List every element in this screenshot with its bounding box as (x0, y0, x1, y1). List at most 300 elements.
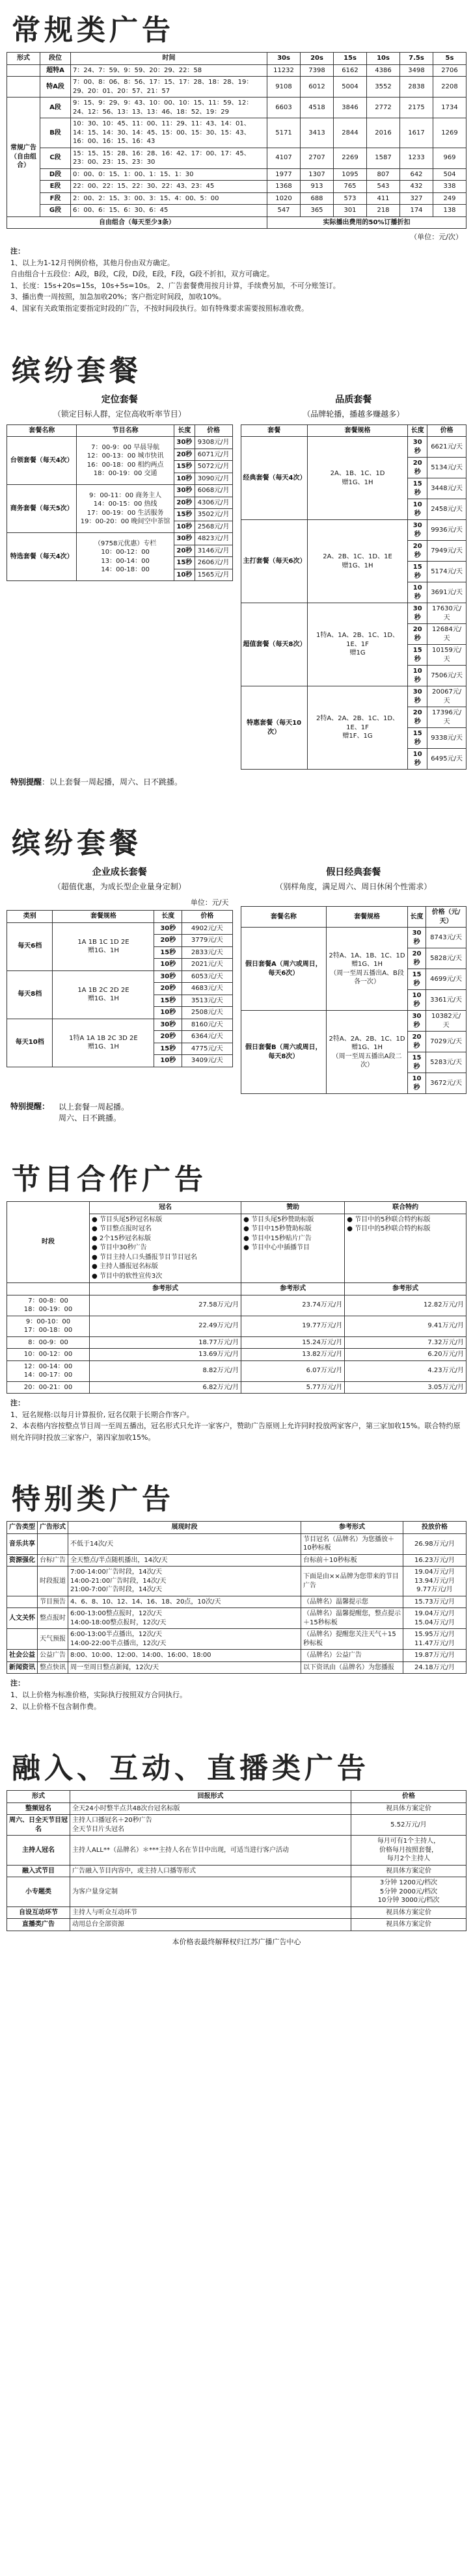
length-cell: 15秒 (408, 562, 427, 582)
price-cell: 765 (334, 181, 367, 193)
table-row (7, 1567, 466, 1596)
binfen2-unit: 单位：元/天 (190, 898, 229, 907)
binfen2-right-title: 假日经典套餐 (326, 867, 381, 878)
price-cell: 4902元/天 (182, 922, 232, 935)
price-cell: 19.87万元/月 (403, 1650, 466, 1662)
price-cell: 7949元/天 (427, 541, 466, 562)
price-cell: 19.04万元/月 15.04万元/月 (403, 1608, 466, 1629)
price-cell: 13.69万元/月 (90, 1349, 241, 1361)
length-cell: 30秒 (174, 485, 195, 497)
price-cell: 11232 (267, 64, 301, 77)
length-cell: 15秒 (154, 1043, 182, 1055)
price-cell: 4386 (367, 64, 400, 77)
regular-note: 1、长度：15s+20s=15s，10s+5s=10s。 2、广告套餐费用按月计算，手续费另加，不可分账签订。 (10, 281, 340, 290)
package-name: 特惠套餐（每天10次） (241, 686, 307, 770)
price-cell: 432 (400, 181, 433, 193)
col-5s: 5s (433, 53, 466, 65)
return-cell: 为客户量身定制 (70, 1877, 351, 1907)
col-reference: 参考形式 (301, 1522, 403, 1534)
length-cell: 15秒 (408, 478, 427, 499)
binfen1-special (10, 776, 466, 787)
price-cell: 15.95万元/月 11.47万元/月 (403, 1629, 466, 1650)
sub-header: 参考形式 (241, 1283, 345, 1295)
time-cell: 7：24、7：59、9：59、20：29、22：58 (71, 64, 267, 77)
time-cell: 7:00-14:00广告时段，14次/天 14:00-21:00广告时段，14次/天 21:00-7:00广告时段，14次/天 (68, 1567, 301, 1596)
col-package: 套餐名称 (241, 907, 327, 928)
length-cell: 10秒 (408, 749, 427, 770)
table-row (7, 1661, 466, 1674)
length-cell: 30秒 (407, 928, 426, 948)
price-cell: 2175 (400, 98, 433, 118)
time-cell: 10：30、10：45、11：00、11：29、11：43、14：01、14：15、14：30、14：45、15：00、15：30、15：43、16：00、16：15、16：43 (71, 118, 267, 148)
price-cell: 2833元/天 (182, 946, 232, 959)
form-cell (7, 77, 40, 98)
price-cell: 3498 (400, 64, 433, 77)
table-row (7, 64, 466, 77)
package-spec: 9：00-11：00 商务主人 14：00-15：00 热线 17：00-19：00 生活服务 19：00-20：00 晚间空中茶馆 (77, 485, 174, 533)
length-cell: 10秒 (408, 499, 427, 520)
package-spec: 2特A、2A、2B、1C、1D 赠1G、1H （周一至周五播出A段二次） (327, 1011, 408, 1094)
price-cell: 26.98万元/月 (403, 1533, 466, 1554)
price-cell: 547 (267, 205, 301, 217)
type-cell: 人文关怀 (7, 1608, 38, 1629)
price-cell: 5072元/月 (195, 461, 232, 473)
package-name: 假日套餐A（周六或周日，每天6次） (241, 928, 327, 1011)
price-cell: 7506元/天 (427, 666, 466, 686)
package-name: 假日套餐B（周六或周日，每天8次） (241, 1011, 327, 1094)
price-cell: 6.20万元/月 (345, 1349, 466, 1361)
reference-cell: （品牌名）温馨提示您 (301, 1596, 403, 1608)
price-cell: 27.58万元/月 (90, 1295, 241, 1316)
length-cell: 10秒 (154, 1055, 182, 1067)
binfen2-right-sub: （别样角度，满足周六、周日休闲个性需求） (275, 882, 432, 892)
table-row (7, 1608, 466, 1629)
table-row (7, 1650, 466, 1662)
form-cell: 整点报时 (38, 1608, 68, 1629)
table-row (7, 533, 233, 545)
period-cell: 9：00-10：00 17：00-18：00 (7, 1316, 90, 1336)
col-segment: 段位 (40, 53, 71, 65)
price-cell: 2508元/天 (182, 1007, 232, 1019)
price-cell: 视具体方案定价 (351, 1802, 466, 1815)
price-cell: 3779元/天 (182, 935, 232, 947)
price-cell: 5.52万元/月 (351, 1815, 466, 1836)
table-row (241, 520, 466, 541)
price-cell: 13.82万元/月 (241, 1349, 345, 1361)
price-cell: 3448元/天 (427, 478, 466, 499)
binfen2-section (7, 813, 466, 1123)
price-cell: 6012 (301, 77, 334, 98)
package-name: 超值套餐（每天8次） (241, 603, 307, 686)
package-name: 特选套餐（每天4次） (7, 533, 77, 581)
special-line: 周六、日不跳播。 (59, 1113, 122, 1123)
table-row (7, 970, 233, 983)
blend-table (7, 1790, 466, 1931)
special-notes (10, 1678, 466, 1712)
return-cell: 全天24小时整半点共48次台冠名标版 (70, 1802, 351, 1815)
col-time: 展现时段 (68, 1522, 301, 1534)
time-cell: 7：00、8：06、8：56、17：15、17：28、18：28、19：29、20：01、20：57、21：57 (71, 77, 267, 98)
price-cell: 4683元/天 (182, 983, 232, 995)
segment-cell: A段 (40, 98, 71, 118)
length-cell: 15秒 (154, 995, 182, 1007)
price-cell: 4699元/天 (426, 969, 466, 990)
bullet-item: ● 节目中的5秒联合特约标版 (347, 1225, 431, 1233)
time-cell: 6:00-13:00整点报时，12次/天 14:00-18:00整点报时，12次/天 (68, 1608, 301, 1629)
table-row (7, 1554, 466, 1567)
price-cell: 10382元/天 (426, 1011, 466, 1032)
bullet-item: ● 节目中30秒广告 (92, 1244, 147, 1252)
price-cell: 5283元/天 (426, 1052, 466, 1073)
price-cell: 2606元/月 (195, 557, 232, 569)
price-cell: 17396元/天 (427, 707, 466, 728)
price-cell: 688 (301, 192, 334, 205)
note: 1、以上价格为标准价格，实际执行按照双方合同执行。 (10, 1691, 187, 1700)
price-cell: 218 (367, 205, 400, 217)
col-sponsor: 赞助 (241, 1202, 345, 1214)
type-cell (7, 1629, 38, 1650)
price-cell: 视具体方案定价 (351, 1919, 466, 1931)
col-package: 套餐 (241, 424, 307, 437)
package-spec: 2A、1B、1C、1D 赠1G、1H (307, 437, 408, 520)
time-cell: 22：00、22：15、22：30、22：43、23：45 (71, 181, 267, 193)
type-cell (7, 1596, 38, 1608)
table-row (7, 1802, 466, 1815)
price-cell: 6053元/天 (182, 970, 232, 983)
package-spec: 2特A、2A、2B、1C、1D、1E、1F 赠1F、1G (307, 686, 408, 770)
regular-note: 4、国家有关政策指定要指定时段的广告，不按时间段执行。如有特殊要求需要按照标准收费。 (10, 304, 308, 313)
table-row (7, 1596, 466, 1608)
price-cell: 2208 (433, 77, 466, 98)
col-form: 形式 (7, 53, 40, 65)
special-title: 特别提醒 (10, 777, 42, 787)
time-cell: 周一至周日整点新闻，12次/天 (68, 1661, 301, 1674)
table-row (7, 485, 233, 497)
table-row (7, 1381, 466, 1394)
form-cell (7, 64, 40, 77)
price-cell: 7398 (301, 64, 334, 77)
reference-cell: 台标前＋10秒标板 (301, 1554, 403, 1567)
form-cell: 天气预报 (38, 1629, 68, 1650)
table-row (7, 1836, 466, 1866)
bullet-item: ● 2个15秒冠名标版 (92, 1234, 151, 1242)
price-cell: 10159元/天 (427, 645, 466, 666)
price-cell: 视具体方案定价 (351, 1906, 466, 1919)
regular-notes-title: 注： (10, 247, 25, 255)
note: 2、以上价格不包含制作费。 (10, 1702, 101, 1711)
regular-note: 3、播出费一周按照，加急加收20%；客户指定时间段，加收10%。 (10, 293, 226, 302)
price-cell: 17630元/天 (427, 603, 466, 624)
binfen1-section (7, 341, 466, 788)
price-cell: 411 (367, 192, 400, 205)
price-cell: 5004 (334, 77, 367, 98)
length-cell: 10秒 (174, 521, 195, 533)
package-spec: 1特A、1A、2B、1C、1D、1E、1F 赠1G (307, 603, 408, 686)
price-cell: 7029元/天 (426, 1032, 466, 1052)
col-length: 长度 (174, 424, 195, 437)
length-cell: 20秒 (154, 935, 182, 947)
time-cell: 8:00、10:00、12:00、14:00、16:00、18:00 (68, 1650, 301, 1662)
time-cell: 全天整点/半点随机播出，14次/天 (68, 1554, 301, 1567)
return-cell: 主持人口播冠名＋20秒广告 全天节目片头冠名 (70, 1815, 351, 1836)
col-length: 长度 (408, 424, 427, 437)
price-cell: 20067元/天 (427, 686, 466, 707)
table-row (7, 1865, 466, 1877)
length-cell: 15秒 (408, 645, 427, 666)
price-cell: 1977 (267, 168, 301, 181)
price-cell: 6162 (334, 64, 367, 77)
length-cell: 15秒 (408, 728, 427, 749)
form-cell: 自设互动环节 (7, 1906, 70, 1919)
binfen1-right-sub: （品牌轮播，播越多赚越多） (303, 409, 405, 419)
price-cell: 573 (334, 192, 367, 205)
sub-header-row (7, 1283, 466, 1295)
cooperate-title: 节目合作广告 (12, 1163, 207, 1197)
footer-left: 自由组合（每天至少3条） (7, 216, 267, 229)
price-cell: 2021元/天 (182, 959, 232, 971)
price-cell: 4823元/月 (195, 533, 232, 545)
form-cell: 主持人冠名 (7, 1836, 70, 1866)
price-cell: 1307 (301, 168, 334, 181)
price-cell: 504 (433, 168, 466, 181)
blend-section (7, 1738, 466, 1947)
binfen1-left-sub: （锁定目标人群，定位高收听率节目） (53, 409, 186, 419)
price-cell: 9108 (267, 77, 301, 98)
sub-header: 参考形式 (90, 1283, 241, 1295)
table-row (241, 437, 466, 458)
col-30s: 30s (267, 53, 301, 65)
binfen1-left-title: 定位套餐 (101, 394, 138, 405)
length-cell: 20秒 (174, 545, 195, 557)
package-name: 经典套餐（每天4次） (241, 437, 307, 520)
binfen2-right-table (241, 906, 467, 1094)
price-cell: 12.82万元/月 (345, 1295, 466, 1316)
col-price: 价格 (195, 424, 232, 437)
price-cell: 15.73万元/月 (403, 1596, 466, 1608)
price-cell: 5134元/天 (427, 458, 466, 478)
binfen2-title: 缤纷套餐 (12, 827, 142, 861)
col-20s: 20s (301, 53, 334, 65)
table-row (7, 1629, 466, 1650)
price-cell: 8160元/天 (182, 1019, 232, 1031)
col-return: 回报形式 (70, 1791, 351, 1803)
length-cell: 20秒 (407, 948, 426, 969)
length-cell: 30秒 (408, 437, 427, 458)
table-row (241, 928, 466, 948)
blank-cell (7, 1283, 90, 1295)
price-cell: 15.24万元/月 (241, 1336, 345, 1349)
table-row (7, 77, 466, 98)
package-spec: 1特A 1A 1B 2C 3D 2E 赠1G、1H (53, 1019, 154, 1067)
price-cell: 6621元/天 (427, 437, 466, 458)
price-cell: 1233 (400, 148, 433, 168)
price-cell: 2838 (400, 77, 433, 98)
col-10s: 10s (367, 53, 400, 65)
bullet-item: ● 节目中的软性宣传3次 (92, 1272, 163, 1280)
col-program: 节目名称 (77, 424, 174, 437)
price-cell: 365 (301, 205, 334, 217)
length-cell: 10秒 (174, 473, 195, 485)
bullet-item: ● 节目中心中插播节目 (243, 1244, 310, 1252)
reference-cell: （品牌名）温馨提醒您，整点提示＋15秒标板 (301, 1608, 403, 1629)
length-cell: 30秒 (154, 922, 182, 935)
price-cell: 2568元/月 (195, 521, 232, 533)
length-cell: 20秒 (154, 1031, 182, 1043)
price-cell: 视具体方案定价 (351, 1865, 466, 1877)
table-row (241, 686, 466, 707)
price-cell: 1269 (433, 118, 466, 148)
length-cell: 20秒 (408, 624, 427, 645)
binfen1-left (7, 393, 233, 770)
price-cell: 9338元/天 (427, 728, 466, 749)
price-cell: 24.18万元/月 (403, 1661, 466, 1674)
bullet-item: ● 节目中15秒赞助标版 (243, 1225, 312, 1233)
price-cell: 1020 (267, 192, 301, 205)
price-cell: 1368 (267, 181, 301, 193)
reference-cell: （品牌名）公益广告 (301, 1650, 403, 1662)
reference-cell: 节目冠名（品牌名）为您播放＋10秒标板 (301, 1533, 403, 1554)
segment-cell: 超特A (40, 64, 71, 77)
length-cell: 20秒 (408, 707, 427, 728)
price-cell: 6364元/天 (182, 1031, 232, 1043)
col-price: 价格 (182, 911, 232, 923)
col-7-5s: 7.5s (400, 53, 433, 65)
package-spec: 2特A、1A、1B、1C、1D 赠1G、1H （周一至周五播出A、B段各一次） (327, 928, 408, 1011)
table-row (7, 1019, 233, 1031)
price-cell: 3.05万元/月 (345, 1381, 466, 1394)
type-cell (7, 1567, 38, 1596)
price-cell: 2844 (334, 118, 367, 148)
table-row (7, 98, 466, 118)
length-cell: 30秒 (174, 533, 195, 545)
time-cell: 15：15、15：28、16：28、16：42、17：00、17：45、23：00、23：15、23：30 (71, 148, 267, 168)
price-cell: 8743元/天 (426, 928, 466, 948)
price-cell: 2458元/天 (427, 499, 466, 520)
package-spec: 2A、2B、1C、1D、1E 赠1G、1H (307, 520, 408, 603)
col-joint: 联合特约 (345, 1202, 466, 1214)
segment-cell: E段 (40, 181, 71, 193)
price-cell: 4107 (267, 148, 301, 168)
length-cell: 30秒 (174, 437, 195, 449)
col-form: 形式 (7, 1791, 70, 1803)
time-cell: 4、6、8、10、12、14、16、18、20点，10次/天 (68, 1596, 301, 1608)
price-cell: 2772 (367, 98, 400, 118)
table-row (7, 1295, 466, 1316)
length-cell: 30秒 (408, 603, 427, 624)
time-cell: 2：00、2：15、3：00、3：15、4：00、5：00 (71, 192, 267, 205)
length-cell: 10秒 (407, 1073, 426, 1094)
price-cell: 6.82万元/月 (90, 1381, 241, 1394)
price-cell: 4518 (301, 98, 334, 118)
binfen2-left-table (7, 910, 233, 1067)
price-cell: 2707 (301, 148, 334, 168)
regular-title: 常规类广告 (12, 14, 174, 47)
binfen2-left-title: 企业成长套餐 (92, 867, 147, 878)
price-cell: 8.82万元/月 (90, 1360, 241, 1381)
price-cell: 每月可有1个主持人， 价格每月按照套餐， 每月2个主持人 (351, 1836, 466, 1866)
time-cell: 0：00、0：15、1：00、1：15、1：30 (71, 168, 267, 181)
regular-note: 1、以上为1-12月刊例价格，其他月份由双方确定。 (10, 258, 174, 267)
length-cell: 20秒 (408, 541, 427, 562)
length-cell: 15秒 (407, 1052, 426, 1073)
type-cell: 音乐共享 (7, 1533, 38, 1554)
footer: 本价格表最终解释权归江苏广播广告中心 (172, 1937, 301, 1946)
length-cell: 10秒 (154, 959, 182, 971)
binfen1-right (241, 393, 467, 770)
price-cell: 3409元/天 (182, 1055, 232, 1067)
regular-notes (10, 246, 466, 315)
length-cell: 30秒 (407, 1011, 426, 1032)
special-title: 特别提醒 (10, 1102, 42, 1112)
length-cell: 20秒 (408, 458, 427, 478)
length-cell: 10秒 (408, 666, 427, 686)
price-cell: 3846 (334, 98, 367, 118)
table-row (7, 1360, 466, 1381)
col-spec: 套餐规格 (327, 907, 408, 928)
table-row (7, 205, 466, 217)
binfen2-left (7, 865, 233, 1094)
length-cell: 15秒 (174, 461, 195, 473)
length-cell: 30秒 (154, 970, 182, 983)
price-cell: 19.77万元/月 (241, 1316, 345, 1336)
length-cell: 15秒 (174, 557, 195, 569)
bullet-item: ● 节目主持人口头播报节目节目冠名 (92, 1253, 197, 1261)
form-cell: 节目预告 (38, 1596, 68, 1608)
form-cell: 时段报道 (38, 1567, 68, 1596)
note: 2、本表格内容按整点节目周一至周五播出，冠名形式只允许一家客户，赞助广告原则上允许同时投放两家客户，第三家加收15%。联合特约原则允许同时投放三家客户，第四家加收15%。 (10, 1422, 461, 1442)
package-spec: 1A 1B 2C 2D 2E 赠1G、1H (53, 970, 154, 1019)
return-cell: 主持人与听众互动环节 (70, 1906, 351, 1919)
footer-row (7, 216, 466, 229)
form-cell: 台标广告 (38, 1554, 68, 1567)
table-row (241, 1011, 466, 1032)
binfen1-right-title: 品质套餐 (335, 394, 372, 405)
price-cell: 338 (433, 181, 466, 193)
length-cell: 15秒 (154, 946, 182, 959)
price-cell: 9936元/天 (427, 520, 466, 541)
reference-cell: （品牌名）提醒您关注天气＋15秒标板 (301, 1629, 403, 1650)
package-name: 每天10档 (7, 1019, 53, 1067)
form-cell: 融入式节目 (7, 1865, 70, 1877)
binfen2-special: 特别提醒： 以上套餐一周起播。 周六、日不跳播。 (10, 1100, 466, 1123)
col-length: 长度 (154, 911, 182, 923)
package-name: 台领套餐（每天4次） (7, 437, 77, 485)
price-cell: 12684元/天 (427, 624, 466, 645)
length-cell: 30秒 (408, 520, 427, 541)
length-cell: 30秒 (154, 1019, 182, 1031)
time-cell: 6：00、6：15、6：30、6：45 (71, 205, 267, 217)
type-cell: 社会公益 (7, 1650, 38, 1662)
price-cell: 2016 (367, 118, 400, 148)
price-cell: 3691元/天 (427, 582, 466, 603)
table-row (7, 1815, 466, 1836)
price-cell: 5828元/天 (426, 948, 466, 969)
package-name: 主打套餐（每天6次） (241, 520, 307, 603)
price-cell: 6603 (267, 98, 301, 118)
table-row (7, 1336, 466, 1349)
regular-header-row (7, 53, 466, 65)
price-cell: 642 (400, 168, 433, 181)
binfen1-left-table (7, 424, 233, 582)
price-cell: 5174元/天 (427, 562, 466, 582)
special-table (7, 1521, 466, 1674)
price-cell: 18.77万元/月 (90, 1336, 241, 1349)
length-cell: 20秒 (154, 983, 182, 995)
form-cell: 整频冠名 (7, 1802, 70, 1815)
price-cell: 807 (367, 168, 400, 181)
cooperate-notes (10, 1398, 466, 1443)
price-cell: 1565元/月 (195, 569, 232, 581)
